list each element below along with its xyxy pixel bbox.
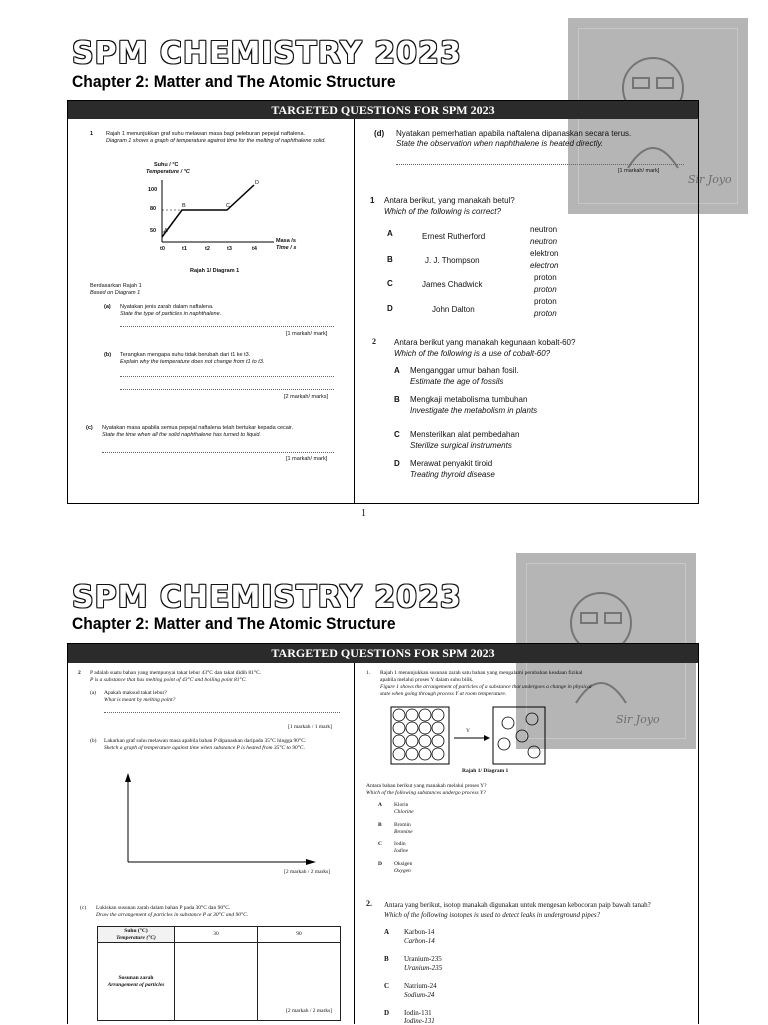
answer-line[interactable] [102, 452, 334, 453]
option-text-en: Uranium-235 [404, 964, 443, 972]
question-text-en: Which of the following isotopes is used to detect leaks in underground pipes? [384, 911, 601, 919]
option-letter[interactable]: C [394, 430, 400, 439]
point-label: C [226, 203, 230, 209]
part-a-text: Apakah maksud takat lebur? [104, 690, 167, 696]
temperature-time-graph [116, 160, 336, 280]
option-letter[interactable]: D [384, 1009, 390, 1017]
x-tick: t3 [227, 246, 232, 252]
x-axis-label-en: Time / s [276, 245, 297, 251]
part-label: (a) [104, 304, 111, 310]
option-text-en: Carbon-14 [404, 937, 435, 945]
marks: [2 markah / 2 marks] [286, 1008, 333, 1014]
table-cell: 90 [258, 927, 341, 943]
based-on: Berdasarkan Rajah 1 [90, 283, 142, 289]
question-text-en: P is a substance that has melting point of 43°C and boiling point 81°C. [90, 677, 247, 683]
x-axis-label: Masa /s [276, 238, 296, 244]
part-label: (c) [86, 425, 93, 431]
question-text: Rajah 1 menunjukkan susunan zarah satu bahan yang mengalami perubahan keadaan fizikal apabila melalui proses Y dalam suhu bilik. [380, 670, 583, 683]
part-label: (b) [90, 738, 97, 744]
option-text-en: Iodine-131 [404, 1017, 435, 1025]
option-particle: proton [534, 297, 557, 306]
option-letter[interactable]: B [384, 955, 389, 963]
question-ask-en: Which of the following substances undergo process Y? [366, 790, 486, 796]
part-a-text-en: What is meant by melting point? [104, 697, 176, 703]
point-label: B [182, 203, 186, 209]
part-label: (d) [374, 129, 385, 138]
part-d-text: Nyatakan pemerhatian apabila naftalena dipanaskan secara terus. [396, 129, 632, 138]
option-text: Menganggar umur bahan fosil. [410, 366, 519, 375]
y-tick: 80 [150, 206, 157, 212]
question-number: 2 [372, 337, 376, 346]
answer-line[interactable] [120, 376, 334, 377]
particle-diagram [390, 706, 550, 766]
question-text: P adalah suatu bahan yang mempunyai takat lebur 43°C dan takat didih 81°C. [90, 670, 262, 676]
question-ask: Antara bahan berikut yang manakah melalui proses Y? [366, 783, 487, 789]
option-letter[interactable]: C [384, 982, 390, 990]
option-text: Karbon-14 [404, 928, 435, 936]
marks: [1 markah/ mark] [286, 456, 328, 462]
part-a-text-en: State the type of particles in naphthalene. [120, 311, 222, 317]
answer-line[interactable] [120, 389, 334, 390]
option-text-en: Estimate the age of fossils [410, 377, 504, 386]
question-text: Antara yang berikut, isotop manakah digunakan untuk mengesan kebocoran paip bawah tanah? [384, 901, 651, 909]
option-letter[interactable]: A [387, 229, 393, 238]
option-text-en: Sodium-24 [404, 991, 435, 999]
option-particle: neutron [530, 225, 558, 234]
option-text: Mengkaji metabolisma tumbuhan [410, 395, 528, 404]
option-letter[interactable]: D [387, 304, 393, 313]
part-b-text: Lakarkan graf suhu melawan masa apabila bahan P dipanaskan daripada 35°C hingga 90°C. [104, 738, 307, 744]
x-tick: t4 [252, 246, 257, 252]
option-text: Iodin [394, 841, 406, 847]
part-b-text-en: Explain why the temperature does not change from t1 to t3. [120, 359, 265, 365]
point-label: D [255, 180, 259, 186]
part-label: (a) [90, 690, 97, 696]
option-scientist: James Chadwick [422, 280, 483, 289]
option-particle-en: electron [530, 261, 559, 270]
x-tick: t1 [182, 246, 187, 252]
option-text-en: Sterilize surgical instruments [410, 441, 512, 450]
part-a-text: Nyatakan jenis zarah dalam naftalena. [120, 304, 214, 310]
option-text: Klorin [394, 802, 409, 808]
option-scientist: J. J. Thompson [425, 256, 480, 265]
question-text-en: Diagram 1 shows a graph of temperature against time for the melting of naphthalene solid. [106, 138, 326, 144]
section-banner: TARGETED QUESTIONS FOR SPM 2023 [68, 644, 698, 663]
part-c-text-en: State the time when all the solid naphthalene has turned to liquid. [102, 432, 261, 438]
option-scientist: John Dalton [432, 305, 475, 314]
marks: [1 markah / 1 mark] [288, 724, 332, 730]
option-text: Uranium-235 [404, 955, 442, 963]
answer-line[interactable] [104, 712, 340, 713]
page-title: SPM CHEMISTRY 2023 [72, 580, 462, 615]
page-number: 1 [361, 508, 366, 519]
option-particle: elektron [530, 249, 559, 258]
graph-caption: Rajah 1/ Diagram 1 [190, 268, 240, 274]
option-letter[interactable]: A [394, 366, 400, 375]
option-letter[interactable]: A [378, 802, 382, 808]
based-on-en: Based on Diagram 1 [90, 290, 141, 296]
option-text-en: Bromine [394, 829, 413, 835]
table-cell: 30 [175, 927, 258, 943]
option-particle-en: proton [534, 285, 557, 294]
option-text: Merawat penyakit tiroid [410, 459, 493, 468]
part-c-text-en: Draw the arrangement of particles in substance P at 30°C and 90°C. [96, 912, 249, 918]
particle-table [97, 926, 341, 1021]
option-particle-en: proton [534, 309, 557, 318]
question-number: 2. [366, 899, 372, 908]
y-tick: 50 [150, 228, 157, 234]
option-text-en: Treating thyroid disease [410, 470, 495, 479]
author-watermark: Sir Joyo [516, 553, 696, 749]
chapter-heading: Chapter 2: Matter and The Atomic Structure [72, 614, 396, 633]
marks: [1 markah/ mark] [618, 168, 660, 174]
table-header: Suhu (°C) Temperature (°C) [98, 927, 175, 943]
diagram-caption: Rajah 1/ Diagram 1 [462, 768, 509, 774]
question-text: Antara berikut, yang manakah betul? [384, 196, 515, 205]
option-text: Natrium-24 [404, 982, 437, 990]
marks: [1 markah/ mark] [286, 331, 328, 337]
answer-line[interactable] [120, 326, 334, 327]
part-d-text-en: State the observation when naphthalene is heated directly. [396, 139, 604, 148]
part-label: (b) [104, 352, 112, 358]
point-label: A [164, 228, 168, 234]
option-text: Mensterilkan alat pembedahan [410, 430, 520, 439]
question-number: 1. [366, 670, 371, 676]
answer-cell[interactable] [175, 943, 258, 1021]
process-label: Y [466, 728, 470, 734]
chapter-heading: Chapter 2: Matter and The Atomic Structure [72, 72, 396, 91]
option-text: Bromin [394, 822, 411, 828]
option-text-en: Investigate the metabolism in plants [410, 406, 538, 415]
table-row-header: Susunan zarah Arrangement of particles [98, 943, 175, 1021]
question-text: Rajah 1 menunjukkan graf suhu melawan masa bagi peleburan pepejal naftalena. [106, 131, 306, 137]
column-divider [354, 663, 355, 1024]
x-tick: t0 [160, 246, 165, 252]
part-label: (c) [80, 905, 87, 911]
option-particle: proton [534, 273, 557, 282]
option-text: Iodin-131 [404, 1009, 432, 1017]
option-text-en: Oxygen [394, 868, 411, 874]
option-letter[interactable]: D [394, 459, 400, 468]
y-axis-label-en: Temperature / °C [146, 169, 190, 175]
question-text-en: Figure 1 shows the arrangement of particles of a substance that undergoes a change in physical state when going through process Y at room temperature. [380, 684, 592, 697]
marks: [2 markah/ marks] [284, 394, 329, 400]
option-letter[interactable]: D [378, 861, 382, 867]
question-text-en: Which of the following is correct? [384, 207, 501, 216]
question-number: 1 [370, 196, 375, 205]
option-letter[interactable]: B [394, 395, 400, 404]
y-tick: 100 [148, 187, 158, 193]
option-text: Oksigen [394, 861, 413, 867]
part-c-text: Lukiskan susunan zarah dalam bahan P pada 30°C dan 90°C. [96, 905, 231, 911]
column-divider [354, 119, 355, 503]
y-axis-label: Suhu / °C [154, 162, 179, 168]
option-letter[interactable]: C [378, 841, 382, 847]
sketch-axes[interactable] [120, 770, 320, 870]
option-letter[interactable]: A [384, 928, 390, 936]
option-letter[interactable]: B [387, 255, 393, 264]
marks: [2 markah / 2 marks] [284, 869, 331, 875]
answer-line[interactable] [396, 164, 684, 165]
option-letter[interactable]: C [387, 279, 393, 288]
part-c-text: Nyatakan masa apabila semua pepejal naftalena telah bertukar kepada cecair. [102, 425, 294, 431]
option-letter[interactable]: B [378, 822, 382, 828]
author-watermark: Sir Joyo [568, 18, 748, 214]
question-text: Antara berikut yang manakah kegunaan kobalt-60? [394, 338, 576, 347]
question-number: 2 [78, 670, 81, 676]
question-number: 1 [90, 131, 94, 137]
option-particle-en: neutron [530, 237, 558, 246]
option-text-en: Iodine [394, 848, 409, 854]
part-b-text-en: Sketch a graph of temperature against time when substance P is heated from 35°C to 90°C. [104, 745, 305, 751]
option-scientist: Ernest Rutherford [422, 232, 486, 241]
option-text-en: Chlorine [394, 809, 414, 815]
part-b-text: Terangkan mengapa suhu tidak berubah dari t1 ke t3. [120, 352, 251, 358]
question-text-en: Which of the following is a use of cobalt-60? [394, 349, 551, 358]
page-title: SPM CHEMISTRY 2023 [72, 36, 462, 71]
x-tick: t2 [205, 246, 210, 252]
section-banner: TARGETED QUESTIONS FOR SPM 2023 [68, 101, 698, 119]
